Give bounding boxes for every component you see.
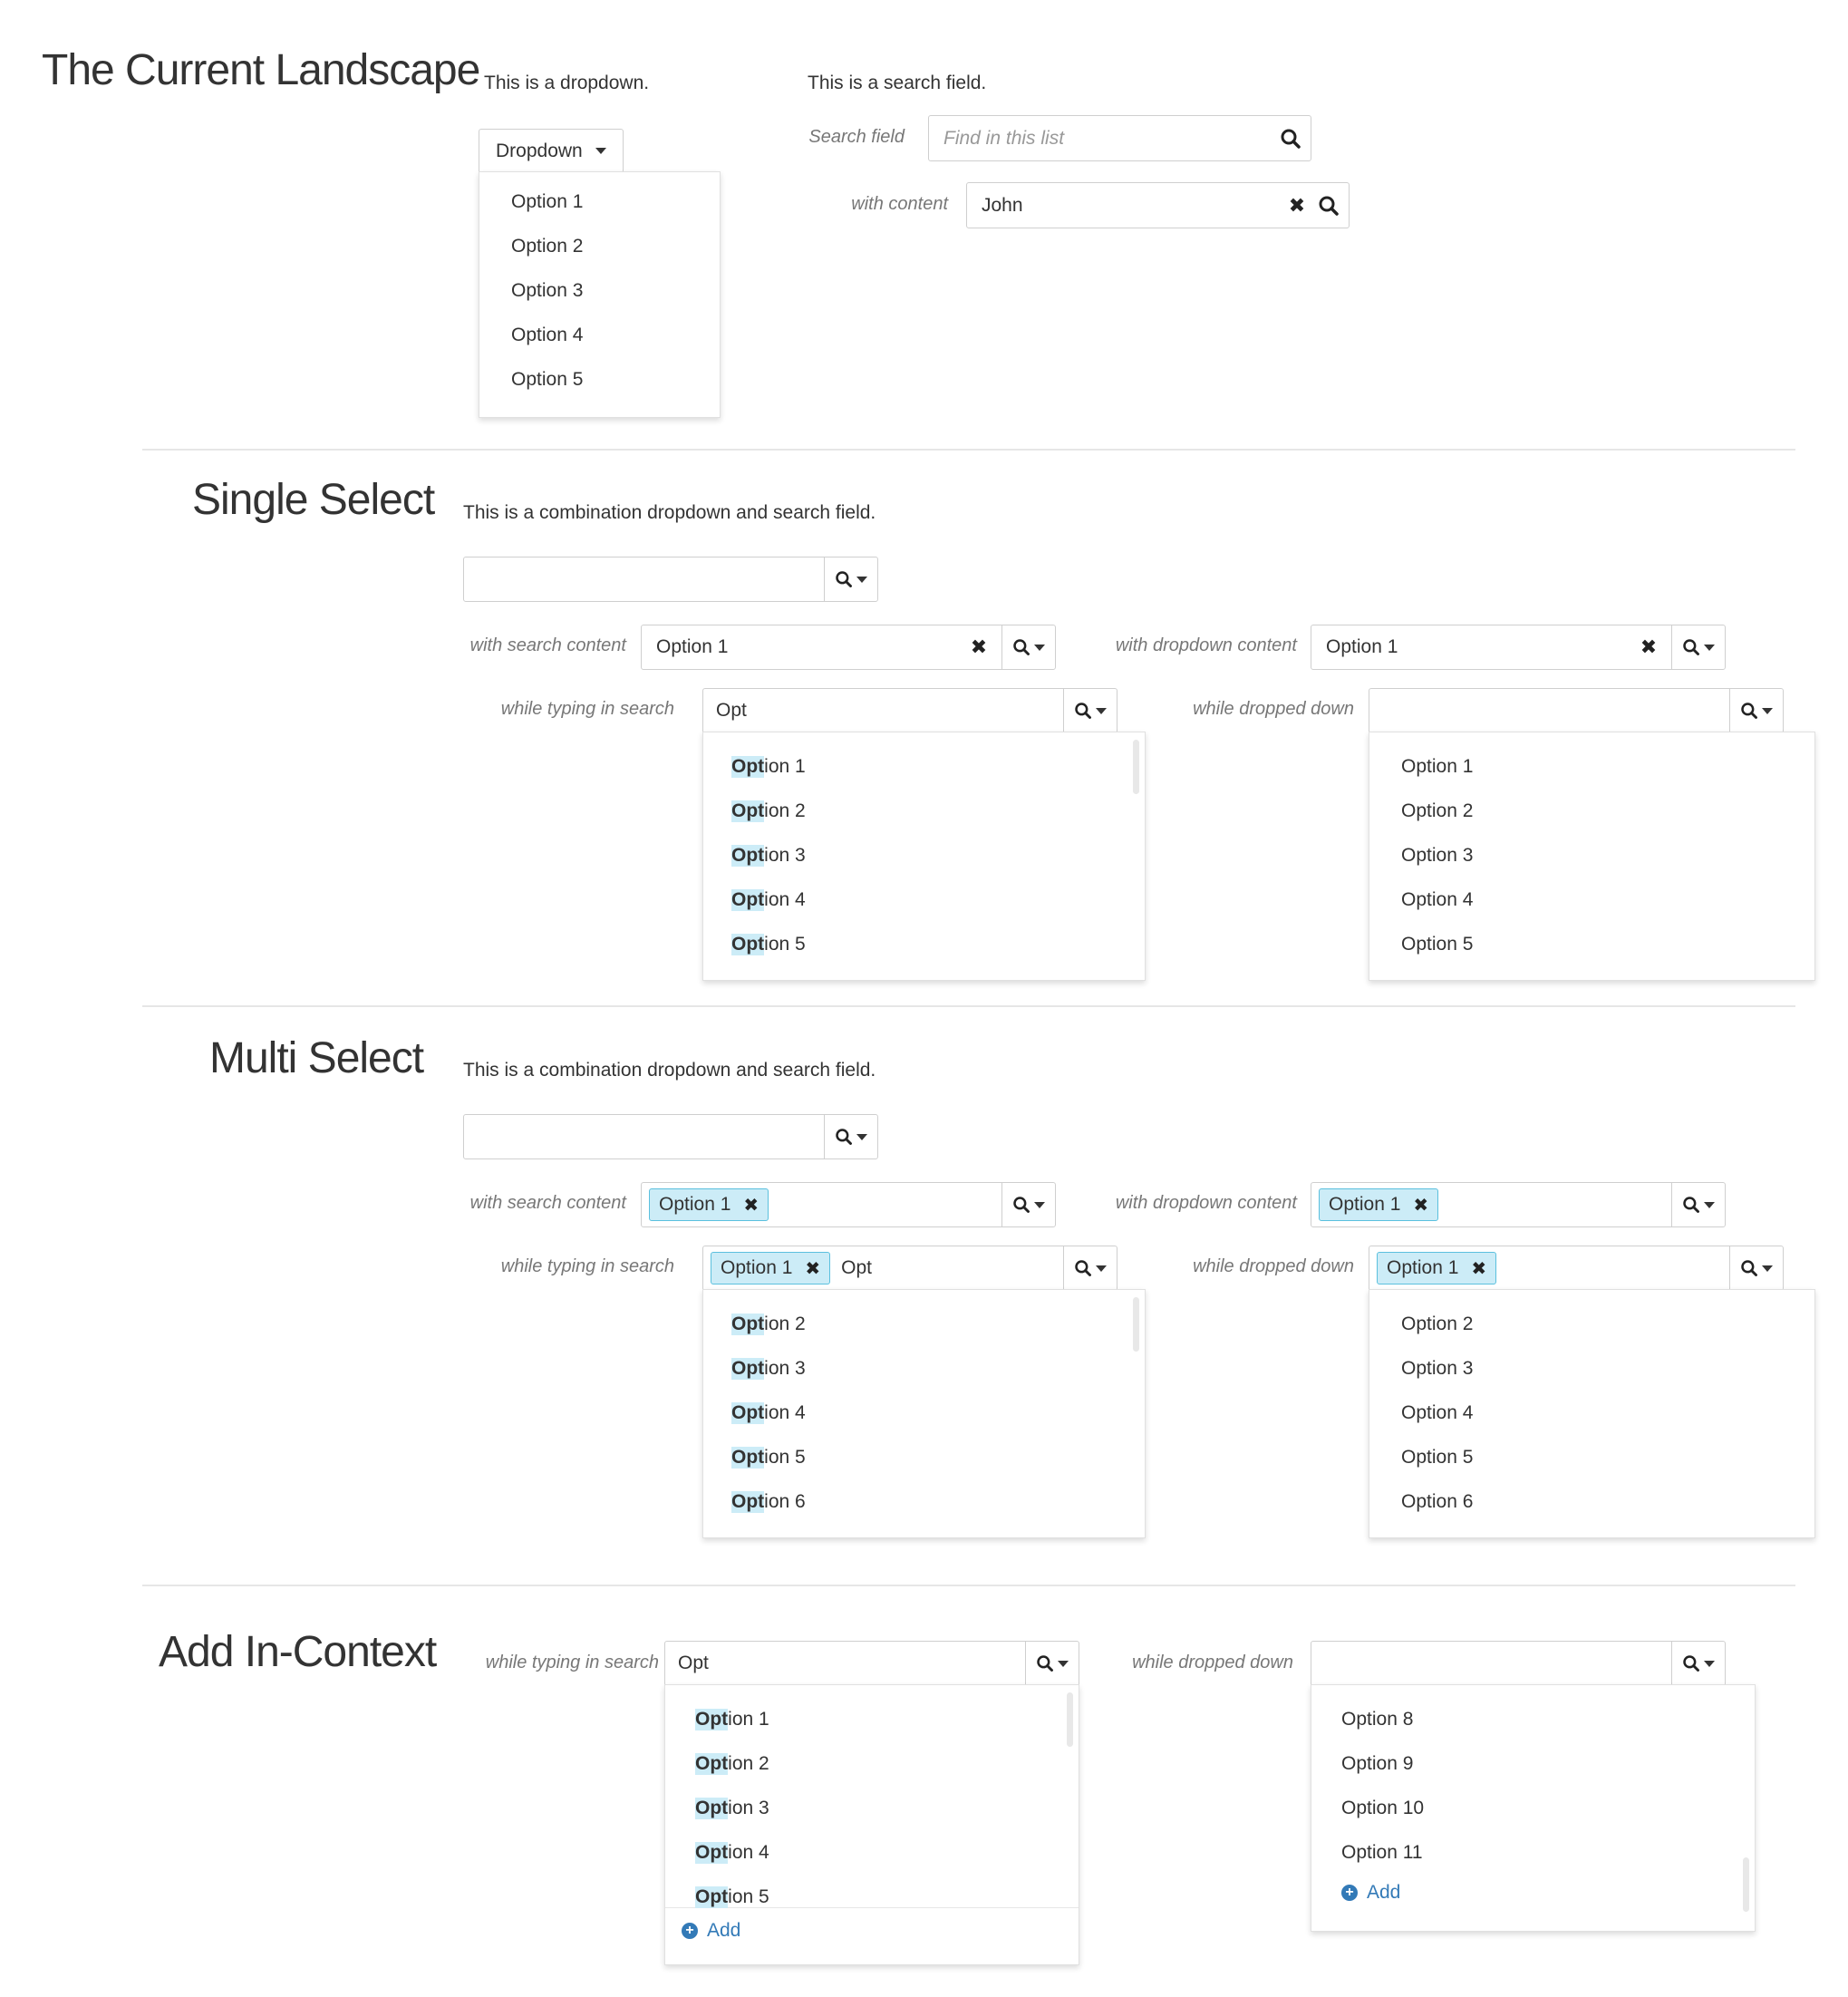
search-input-placeholder[interactable]: Find in this list (943, 127, 1065, 149)
search-icon (1682, 1654, 1700, 1672)
add-in-context-dropped-input[interactable] (1311, 1642, 1671, 1685)
add-in-context-typing[interactable] (664, 1641, 1079, 1686)
close-icon[interactable]: ✖ (970, 635, 988, 658)
while-dropped-label: while dropped down (1193, 699, 1354, 719)
match-highlight: Opt (731, 933, 765, 955)
list-item[interactable] (731, 1346, 1145, 1391)
caret-down-icon (1096, 708, 1107, 714)
single-select-with-dropdown[interactable] (1311, 625, 1726, 670)
list-item[interactable] (731, 877, 1145, 922)
search-icon (1074, 1259, 1092, 1277)
list-item[interactable]: Option 11 (1341, 1841, 1423, 1863)
list-item-rest: ion 4 (764, 1401, 806, 1423)
caret-down-icon (1762, 1265, 1773, 1272)
list-item[interactable]: Option 3 (1401, 844, 1474, 866)
list-item[interactable]: Option 1 (1401, 755, 1474, 777)
section-title-landscape: The Current Landscape (42, 46, 480, 94)
list-item-rest: ion 2 (764, 800, 806, 821)
search-icon[interactable] (1271, 116, 1311, 160)
search-icon[interactable] (1309, 183, 1349, 228)
section-divider (142, 1005, 1795, 1007)
list-item[interactable] (731, 1479, 1145, 1524)
multi-select-typing-menu (702, 1289, 1146, 1538)
add-option-button[interactable] (682, 1908, 1079, 1953)
search-description: This is a search field. (808, 73, 987, 93)
dropdown-menu (479, 171, 721, 418)
list-item-rest: ion 5 (764, 1446, 806, 1468)
with-search-content-label: with search content (469, 635, 626, 655)
search-dropdown-button[interactable] (1729, 689, 1783, 732)
dropdown-button[interactable] (479, 129, 624, 173)
close-icon[interactable]: ✖ (1288, 193, 1306, 217)
close-icon[interactable]: ✖ (1471, 1258, 1487, 1279)
match-highlight: Opt (695, 1841, 729, 1863)
search-icon (1682, 1196, 1700, 1214)
section-title-single-select: Single Select (192, 476, 435, 524)
scrollbar[interactable] (1133, 1297, 1139, 1352)
list-item[interactable] (731, 922, 1145, 966)
match-highlight: Opt (695, 1797, 729, 1818)
tag-label: Option 1 (1329, 1194, 1401, 1215)
search-icon (1012, 638, 1030, 656)
multi-select-typing-input[interactable]: Opt (841, 1257, 873, 1278)
match-highlight: Opt (731, 1357, 765, 1379)
list-item[interactable]: Option 5 (1401, 933, 1474, 955)
list-item[interactable] (731, 1302, 1145, 1346)
single-select-empty[interactable] (463, 557, 878, 602)
match-highlight: Opt (731, 755, 765, 777)
while-typing-label: while typing in search (485, 1653, 659, 1672)
caret-down-icon (1704, 1661, 1715, 1667)
single-select-dropped-input[interactable] (1369, 689, 1729, 732)
list-item[interactable]: Option 10 (1341, 1797, 1425, 1818)
list-item[interactable]: Option 8 (1341, 1708, 1414, 1730)
search-icon (1740, 1259, 1758, 1277)
single-select-dropped[interactable] (1369, 688, 1784, 733)
selected-tag (711, 1252, 830, 1284)
search-dropdown-button[interactable] (1729, 1246, 1783, 1290)
match-highlight: Opt (731, 800, 765, 821)
list-item-rest: ion 3 (764, 1357, 806, 1379)
list-item[interactable] (731, 833, 1145, 877)
selected-tag (649, 1188, 769, 1221)
list-item[interactable] (731, 744, 1145, 789)
add-in-context-dropped[interactable] (1311, 1641, 1726, 1686)
selected-tag (1377, 1252, 1496, 1284)
list-item[interactable]: Option 4 (1401, 888, 1474, 910)
scrollbar[interactable] (1133, 740, 1139, 794)
add-in-context-dropped-menu (1311, 1684, 1756, 1932)
list-item[interactable] (731, 1435, 1145, 1479)
add-option-label: Add (707, 1919, 741, 1941)
list-item-rest: ion 5 (764, 933, 806, 955)
single-select-with-search[interactable] (641, 625, 1056, 670)
dropdown-option[interactable]: Option 3 (511, 279, 584, 301)
match-highlight: Opt (695, 1708, 729, 1730)
match-highlight: Opt (731, 844, 765, 866)
list-item[interactable] (695, 1786, 1079, 1830)
list-item-rest: ion 6 (764, 1490, 806, 1512)
search-dropdown-button[interactable] (1671, 1183, 1725, 1226)
single-select-value[interactable]: Option 1 (656, 636, 729, 657)
caret-down-icon (595, 148, 606, 154)
close-icon[interactable]: ✖ (1413, 1195, 1429, 1216)
list-item[interactable]: Option 6 (1401, 1490, 1474, 1512)
multi-select-description: This is a combination dropdown and search field. (463, 1060, 876, 1081)
list-item[interactable]: Option 4 (1401, 1401, 1474, 1423)
search-dropdown-button[interactable] (1025, 1642, 1079, 1685)
while-typing-label: while typing in search (500, 699, 674, 719)
search-dropdown-button[interactable] (824, 1115, 877, 1158)
list-item[interactable]: Option 3 (1401, 1357, 1474, 1379)
search-dropdown-button[interactable] (824, 557, 877, 601)
search-field-label: Search field (808, 127, 905, 147)
tag-label: Option 1 (659, 1194, 731, 1215)
search-icon (1740, 702, 1758, 720)
search-input-value[interactable]: John (982, 194, 1023, 216)
multi-select-typing[interactable] (702, 1246, 1118, 1291)
caret-down-icon (856, 577, 867, 583)
list-item-rest: ion 5 (728, 1886, 769, 1907)
search-dropdown-button[interactable] (1671, 625, 1725, 669)
while-dropped-label: while dropped down (1193, 1256, 1354, 1276)
caret-down-icon (1704, 645, 1715, 651)
multi-select-with-search[interactable] (641, 1182, 1056, 1227)
dropdown-option-list (511, 179, 720, 402)
single-select-typing-input[interactable]: Opt (716, 700, 747, 721)
plus-circle-icon: + (682, 1923, 698, 1939)
search-icon (835, 1128, 853, 1146)
multi-select-with-dropdown[interactable] (1311, 1182, 1726, 1227)
add-option-button[interactable] (1341, 1875, 1755, 1911)
plus-circle-icon: + (1341, 1885, 1358, 1901)
single-select-input[interactable] (464, 557, 824, 601)
search-icon (1074, 702, 1092, 720)
list-item-rest: ion 4 (764, 888, 806, 910)
list-item-rest: ion 1 (728, 1708, 769, 1730)
match-highlight: Opt (731, 1490, 765, 1512)
add-in-context-typing-menu (664, 1684, 1079, 1965)
with-content-label: with content (851, 194, 948, 214)
search-dropdown-button[interactable] (1001, 625, 1055, 669)
close-icon[interactable]: ✖ (743, 1195, 760, 1216)
scrollbar[interactable] (1067, 1692, 1073, 1747)
single-select-description: This is a combination dropdown and search field. (463, 502, 876, 523)
match-highlight: Opt (695, 1752, 729, 1774)
list-item[interactable]: Option 2 (1401, 1313, 1474, 1334)
list-item[interactable] (731, 789, 1145, 833)
list-item[interactable] (695, 1741, 1079, 1786)
list-item[interactable]: Option 2 (1401, 800, 1474, 821)
list-item[interactable] (695, 1830, 1079, 1875)
caret-down-icon (1704, 1202, 1715, 1208)
dropdown-option[interactable]: Option 2 (511, 235, 584, 257)
search-dropdown-button[interactable] (1063, 1246, 1117, 1290)
caret-down-icon (1096, 1265, 1107, 1272)
close-icon[interactable]: ✖ (1640, 635, 1658, 658)
dropdown-option[interactable]: Option 5 (511, 368, 584, 390)
dropdown-option[interactable]: Option 1 (511, 190, 584, 212)
match-highlight: Opt (731, 1401, 765, 1423)
list-item[interactable] (731, 1391, 1145, 1435)
multi-select-empty[interactable] (463, 1114, 878, 1159)
multi-select-input[interactable] (464, 1115, 824, 1158)
section-divider (142, 449, 1795, 451)
section-title-add-in-context: Add In-Context (159, 1628, 437, 1676)
list-item-rest: ion 3 (728, 1797, 769, 1818)
search-icon (1012, 1196, 1030, 1214)
caret-down-icon (1034, 645, 1045, 651)
search-field[interactable] (928, 115, 1311, 161)
list-item-rest: ion 2 (764, 1313, 806, 1334)
single-select-value[interactable]: Option 1 (1326, 636, 1398, 657)
while-dropped-label: while dropped down (1132, 1653, 1293, 1672)
search-icon (1036, 1654, 1054, 1672)
list-item[interactable]: Option 5 (1401, 1446, 1474, 1468)
search-dropdown-button[interactable] (1063, 689, 1117, 732)
search-dropdown-button[interactable] (1001, 1183, 1055, 1226)
caret-down-icon (1034, 1202, 1045, 1208)
add-in-context-typing-input[interactable]: Opt (678, 1653, 709, 1673)
list-item-rest: ion 4 (728, 1841, 769, 1863)
with-dropdown-content-label: with dropdown content (1115, 1193, 1297, 1213)
multi-select-dropped[interactable] (1369, 1246, 1784, 1291)
with-search-content-label: with search content (469, 1193, 626, 1213)
single-select-typing[interactable] (702, 688, 1118, 733)
caret-down-icon (1058, 1661, 1069, 1667)
dropdown-button-label: Dropdown (496, 140, 583, 161)
caret-down-icon (1762, 708, 1773, 714)
caret-down-icon (856, 1134, 867, 1140)
list-item-rest: ion 3 (764, 844, 806, 866)
single-select-dropped-menu (1369, 732, 1815, 981)
dropdown-option[interactable]: Option 4 (511, 324, 584, 345)
add-option-label: Add (1367, 1882, 1401, 1903)
section-divider (142, 1585, 1795, 1586)
scrollbar[interactable] (1743, 1857, 1749, 1912)
search-dropdown-button[interactable] (1671, 1642, 1725, 1685)
section-title-multi-select: Multi Select (209, 1034, 424, 1082)
selected-tag (1319, 1188, 1438, 1221)
list-item[interactable]: Option 9 (1341, 1752, 1414, 1774)
match-highlight: Opt (731, 888, 765, 910)
list-item-rest: ion 2 (728, 1752, 769, 1774)
multi-select-dropped-menu (1369, 1289, 1815, 1538)
tag-label: Option 1 (1387, 1257, 1459, 1278)
dropdown-description: This is a dropdown. (484, 73, 650, 93)
while-typing-label: while typing in search (500, 1256, 674, 1276)
search-icon (1682, 638, 1700, 656)
search-field-with-content[interactable] (966, 182, 1350, 228)
match-highlight: Opt (731, 1313, 765, 1334)
close-icon[interactable]: ✖ (805, 1258, 821, 1279)
with-dropdown-content-label: with dropdown content (1115, 635, 1297, 655)
list-item-rest: ion 1 (764, 755, 806, 777)
search-icon (835, 570, 853, 588)
match-highlight: Opt (695, 1886, 729, 1907)
tag-label: Option 1 (721, 1257, 793, 1278)
match-highlight: Opt (731, 1446, 765, 1468)
list-item[interactable] (695, 1697, 1079, 1741)
single-select-typing-menu (702, 732, 1146, 981)
